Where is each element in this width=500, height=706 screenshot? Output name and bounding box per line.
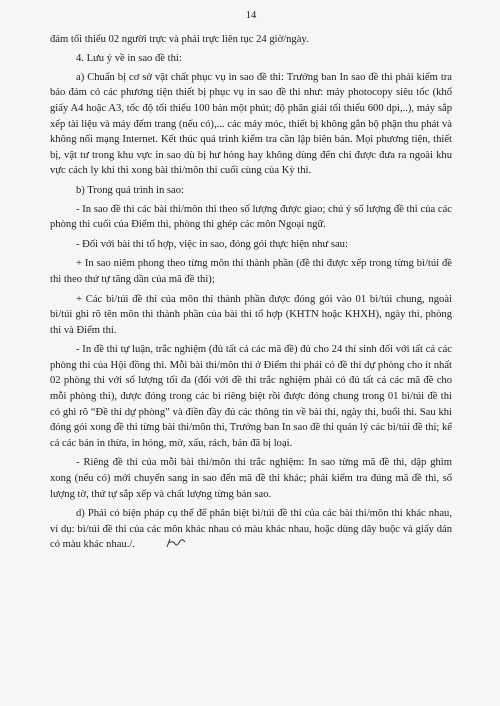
subsection-heading-during-printing: b) Trong quá trình in sao:: [76, 184, 185, 196]
paragraph-multiple-choice-printing: - Riêng đề thi của mỗi bài thi/môn thi trắc nghiệm: In sao từng mã đề thi, dập ghim xong (nếu có) mới chuyển sang in sao đến mã đề thi khác; phải kiểm tra đúng mã đề thi, số lượng tờ, thứ tự sắp xếp và chất lượng từng bản sao.: [50, 457, 452, 500]
paragraph-print-quantity: - In sao đề thi các bài thi/môn thi theo số lượng được giao; chú ý số lượng đề thi của các phòng thi cuối của Điểm thi, phòng thi ghép các môn Ngoại ngữ.: [50, 203, 452, 231]
paragraph-facility-preparation: a) Chuẩn bị cơ sở vật chất phục vụ in sao đề thi: Trưởng ban In sao đề thi phải kiểm tra bảo đảm có các phương tiện thiết bị phục vụ in sao đề thi như: máy photocopy siêu tốc (khổ giấy A4 hoặc A3, tốc độ tối thiểu 100 bản một phút; độ phân giải tối thiểu 600 dpi,..), máy sắp xếp tài liệu và máy đếm trang (nếu có),... các máy móc, thiết bị không gắn bộ phận thu phát và không nối mạng Internet. Kết thúc quá trình kiểm tra cần lập biên bản. Mọi phương tiện, thiết bị, vật tư trong khu vực in sao dù bị hư hỏng hay không dùng đến chỉ được đưa ra ngoài khu vực cách ly khi thi xong bài thi/môn thi cuối cùng của Kỳ thi.: [50, 71, 452, 177]
paragraph-duty-continuation: đảm tối thiểu 02 người trực và phải trực liên tục 24 giờ/ngày.: [50, 33, 309, 45]
handwritten-initial-icon: [139, 537, 187, 555]
paragraph-combined-exam-packaging: + Các bì/túi đề thi của môn thi thành phần được đóng gói vào 01 bì/túi chung, ngoài bì/túi ghi rõ tên môn thi thành phần của bài thi tổ hợp (KHTN hoặc KHXH), ngày thi, phòng thi và Điểm thi.: [50, 293, 452, 336]
section-heading-printing-notes: 4. Lưu ý về in sao đề thi:: [76, 53, 182, 65]
paragraph-envelope-distinction: [50, 506, 452, 555]
page-number: 14: [245, 10, 257, 21]
paragraph-combined-exam-intro: - Đối với bài thi tổ hợp, việc in sao, đóng gói thực hiện như sau:: [76, 238, 348, 250]
paragraph-envelope-distinction-text: d) Phải có biện pháp cụ thể để phân biệt bì/túi đề thi của các bài thi/môn thi khác nhau, ví dụ: bì/túi đề thi của các môn khác nhau có màu khác nhau, hoặc dùng dây buộc và giấy dán có màu khác nhau./.: [50, 508, 452, 551]
paragraph-combined-exam-sealing: + In sao niêm phong theo từng môn thi thành phần (đề thi được xếp trong từng bì/túi đề thi theo thứ tự tăng dần của mã đề thi);: [50, 258, 452, 285]
paragraph-backup-exams: - In đề thi tự luận, trắc nghiệm (đủ tất cả các mã đề) đủ cho 24 thí sinh đối với tất cả các phòng thi của Hội đồng thi. Mỗi bài thi/môn thi ở Điểm thi phải có đề thi dự phòng cho ít nhất 02 phòng thi với số lượng tối đa (đối với đề thi trắc nghiệm phải có đủ tất cả các mã đề cho mỗi phòng thi), được đóng trong các bì riêng biệt rồi được đóng chung trong 01 bì/túi đề thi có ghi rõ “Đề thi dự phòng” và điền đầy đủ các thông tin về bài thi, ngày thi, buổi thi. Sau khi đóng gói xong đề thi từng bài thi/môn thi, Trưởng ban In sao đề thi quản lý các bì/túi đề thi; kể cả các bản in thừa, in hỏng, mờ, xấu, rách, bản đã bị loại.: [50, 344, 452, 449]
